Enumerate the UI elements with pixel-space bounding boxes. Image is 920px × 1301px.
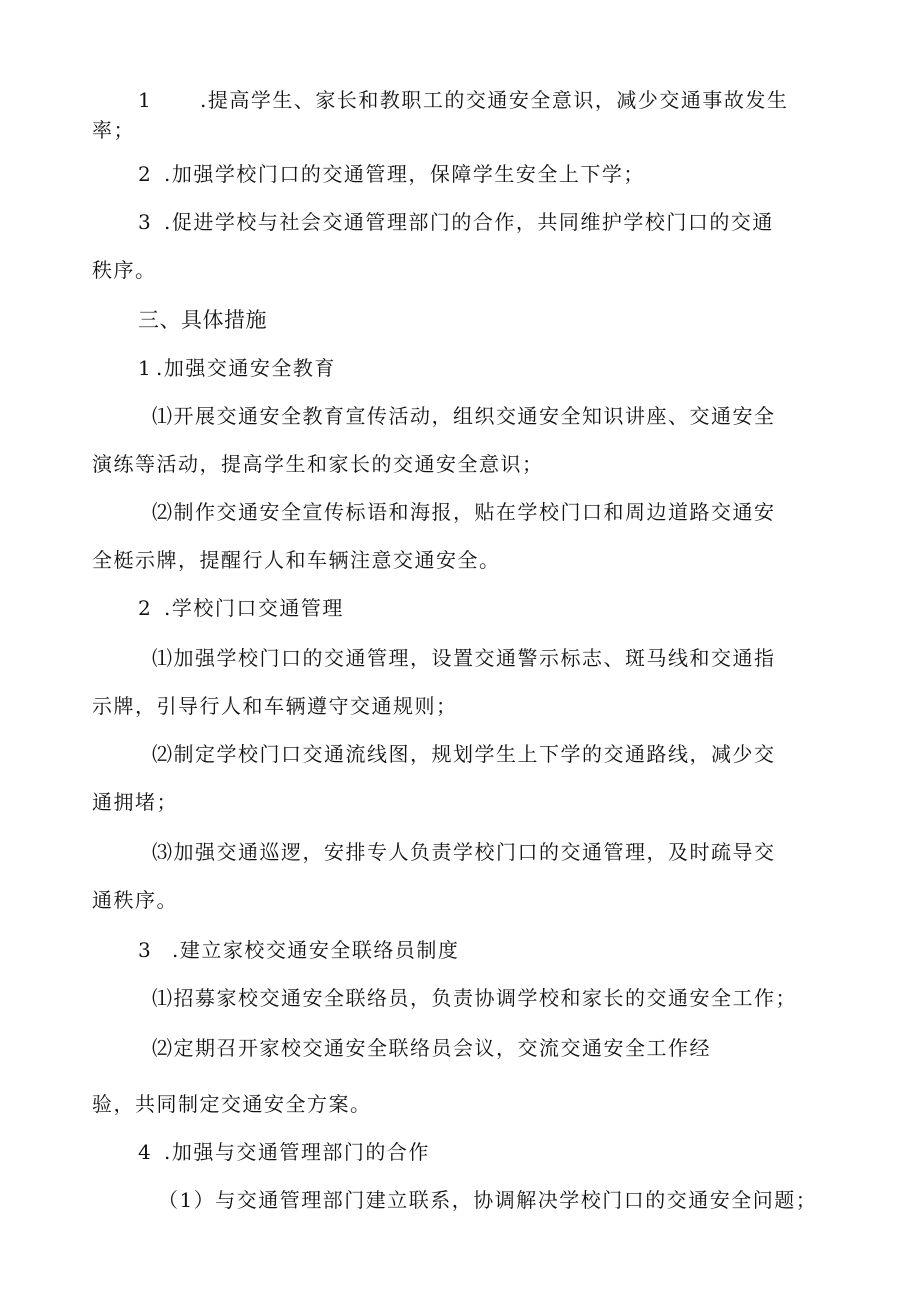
measure-2-item-2-line-2: 通拥堵； bbox=[92, 790, 178, 814]
measure-4-number: 4 bbox=[138, 1140, 153, 1164]
measure-2-title bbox=[138, 594, 838, 622]
goal-1-line-2: 率； bbox=[92, 118, 135, 142]
measure-1-number: 1 bbox=[138, 356, 153, 380]
measure-3-item-2-line-1: ⑵定期召开家校交通安全联络员会议，交流交通安全工作经 bbox=[152, 1036, 711, 1060]
measure-1-item-2-line-1: ⑵制作交通安全宣传标语和海报，贴在学校门口和周边道路交通安 bbox=[152, 500, 776, 524]
measure-3-title bbox=[138, 936, 838, 964]
goal-3-text: .促进学校与社会交通管理部门的合作，共同维护学校门口的交通 bbox=[164, 210, 774, 234]
measure-2-title-text: .学校门口交通管理 bbox=[164, 596, 344, 620]
measure-1-item-1-line-1: ⑴开展交通安全教育宣传活动，组织交通安全知识讲座、交通安全 bbox=[152, 404, 776, 428]
measure-1-item-2-line-2: 全梃示牌，提醒行人和车辆注意交通安全。 bbox=[92, 548, 501, 572]
goal-2-line-1 bbox=[138, 160, 898, 188]
measure-2-item-3-line-2: 通秩序。 bbox=[92, 888, 178, 912]
measure-4-title-text: .加强与交通管理部门的合作 bbox=[164, 1140, 430, 1164]
measure-1-item-1-line-2: 演练等活动，提高学生和家长的交通安全意识； bbox=[92, 452, 544, 476]
measure-1-title-text: .加强交通安全教育 bbox=[156, 356, 336, 380]
goal-3-line-2: 秩序。 bbox=[92, 258, 157, 282]
goal-1-line-1 bbox=[138, 86, 898, 114]
measure-2-item-1-line-1: ⑴加强学校门口的交通管理，设置交通警示标志、斑马线和交通指 bbox=[152, 646, 776, 670]
goal-1-text: .提高学生、家长和教职工的交通安全意识，减少交通事故发生 bbox=[200, 88, 789, 112]
measure-3-title-text: .建立家校交通安全联络员制度 bbox=[172, 938, 460, 962]
goal-1-number: 1 bbox=[138, 88, 153, 112]
section-title: 三、具体措施 bbox=[138, 308, 267, 332]
measure-3-item-1-line-1: ⑴招募家校交通安全联络员，负责协调学校和家长的交通安全工作； bbox=[152, 986, 797, 1010]
goal-2-text: .加强学校门口的交通管理，保障学生安全上下学； bbox=[164, 162, 645, 186]
measure-2-item-1-line-2: 示牌，引导行人和车辆遵守交通规则； bbox=[92, 694, 458, 718]
measure-3-item-2-line-2: 验，共同制定交通安全方案。 bbox=[92, 1092, 372, 1116]
measure-1-title bbox=[138, 354, 838, 382]
goal-3-number: 3 bbox=[138, 210, 153, 234]
goal-3-line-1 bbox=[138, 208, 898, 236]
measure-4-item-1-line-1: （1）与交通管理部门建立联系，协调解决学校门口的交通安全问题； bbox=[158, 1188, 818, 1212]
measure-3-number: 3 bbox=[138, 938, 153, 962]
goal-2-number: 2 bbox=[138, 162, 153, 186]
measure-4-title bbox=[138, 1138, 838, 1166]
measure-2-item-2-line-1: ⑵制定学校门口交通流线图，规划学生上下学的交通路线，减少交 bbox=[152, 742, 776, 766]
measure-2-item-3-line-1: ⑶加强交通巡逻，安排专人负责学校门口的交通管理，及时疏导交 bbox=[152, 840, 776, 864]
measure-2-number: 2 bbox=[138, 596, 153, 620]
